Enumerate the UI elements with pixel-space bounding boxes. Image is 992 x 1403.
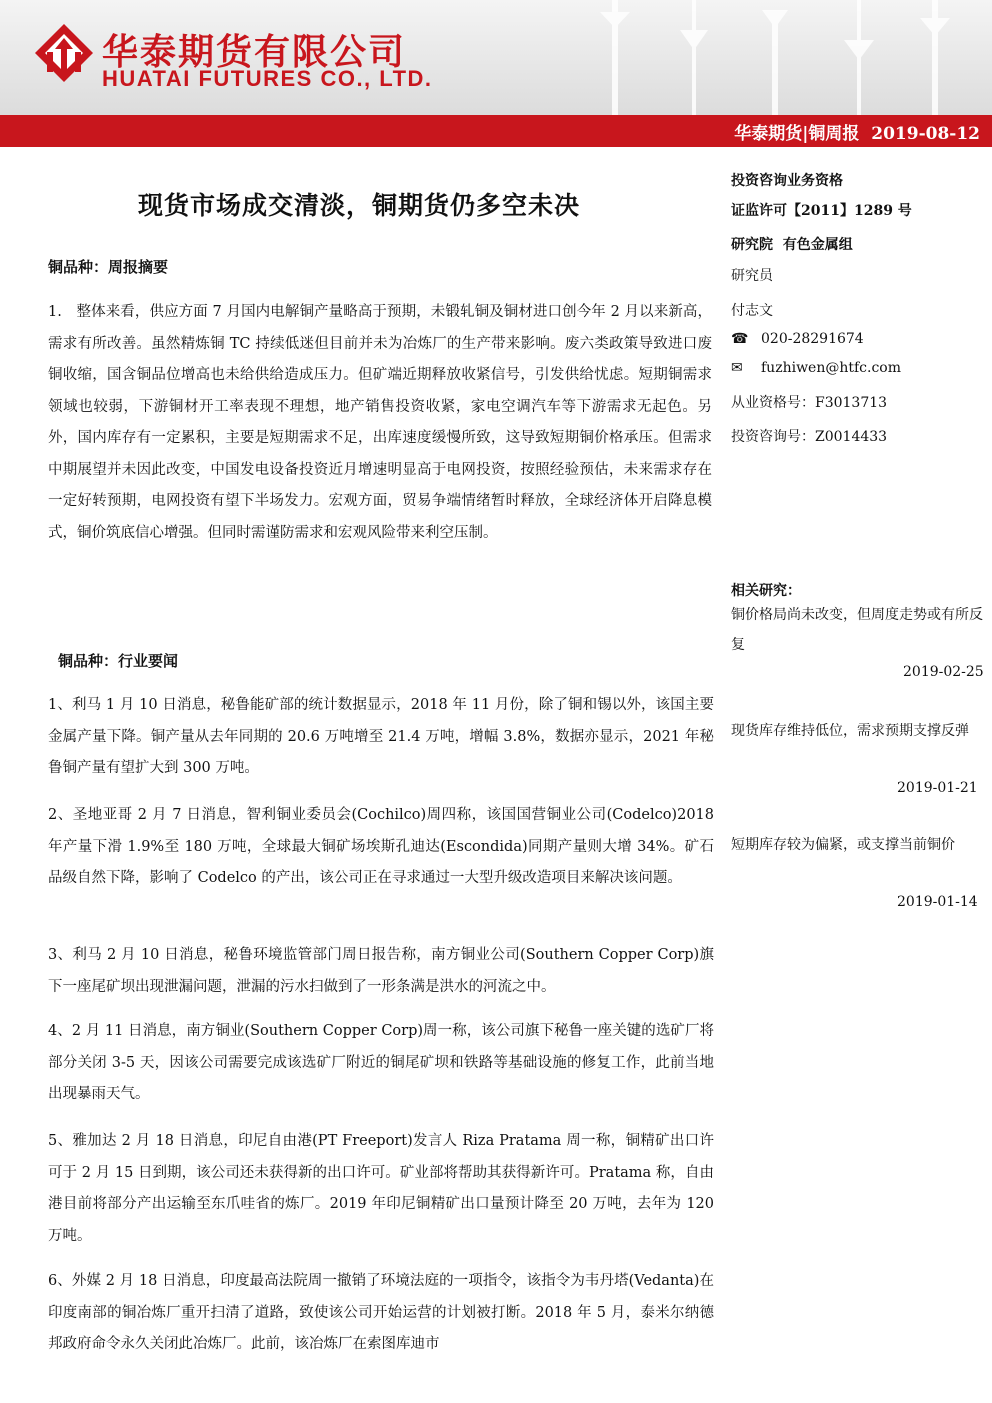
author-name: 付志文 (731, 303, 773, 319)
qualification-title: 投资咨询业务资格 (731, 173, 843, 189)
report-bar-text: 华泰期货|铜周报 2019-08-12 (734, 124, 980, 144)
related-date-3: 2019-01-14 (897, 894, 978, 910)
header-decoration-icon (572, 0, 992, 115)
related-title-1[interactable]: 铜价格局尚未改变，但周度走势或有所反复 (731, 607, 983, 653)
related-date-2: 2019-01-21 (897, 780, 978, 796)
related-heading: 相关研究： (731, 583, 801, 599)
news-item-5: 5、雅加达 2 月 18 日消息，印尼自由港(PT Freeport)发言人 Riza Pratama 周一称，铜精矿出口许可于 2 月 15 日到期，该公司还未获得新的出口许可。矿业部将帮助其获得新许可。Pratama 称，自由港目前将部分产出运输至东爪哇省的炼厂。2019 年印尼铜精矿出口量预计降至 20 万吨，去年为 120 万吨。 (48, 1133, 714, 1244)
related-title-3[interactable]: 短期库存较为偏紧，或支撑当前铜价 (731, 837, 955, 853)
mail-icon: ✉ (731, 360, 743, 376)
license-number: 证监许可【2011】1289 号 (731, 203, 912, 219)
news-item-4: 4、2 月 11 日消息，南方铜业(Southern Copper Corp)周一称，该公司旗下秘鲁一座关键的选矿厂将部分关闭 3-5 天，因该公司需要完成该选矿厂附近的铜尾矿坝和铁路等基础设施的修复工作，此前当地出现暴雨天气。 (48, 1023, 714, 1102)
news-item-6: 6、外媒 2 月 18 日消息，印度最高法院周一撤销了环境法庭的一项指令，该指令为韦丹塔(Vedanta)在印度南部的铜冶炼厂重开扫清了道路，致使该公司开始运营的计划被打断。2018 年 5 月，泰米尔纳德邦政府命令永久关闭此冶炼厂。此前，该冶炼厂在索图库迪市 (48, 1273, 714, 1352)
department: 研究院 有色金属组 (731, 237, 853, 253)
summary-text: 1. 整体来看，供应方面 7 月国内电解铜产量略高于预期，未锻轧铜及铜材进口创今年 2 月以来新高，需求有所改善。虽然精炼铜 TC 持续低迷但目前并未为冶炼厂的生产带来影响。废六类政策导致进口废铜收缩，国含铜品位增高也未给供给造成压力。但矿端近期释放收紧信号，引发供给忧虑。短期铜需求领域也较弱，下游铜材开工率表现不理想，地产销售投资收紧，家电空调汽车等下游需求无起色。另外，国内库存有一定累积，主要是短期需求不足，出库速度缓慢所致，这导致短期铜价格承压。但需求中期展望并未因此改变，中国发电设备投资近月增速明显高于电网投资，按照经验预估，未来需求存在一定好转预期，电网投资有望下半场发力。宏观方面，贸易争端情绪暂时释放，全球经济体开启降息模式，铜价筑底信心增强。但同时需谨防需求和宏观风险带来利空压制。 (48, 304, 712, 541)
report-title: 现货市场成交清淡，铜期货仍多空未决 (138, 191, 581, 220)
company-name-en: HUATAI FUTURES CO., LTD. (102, 66, 433, 91)
news-item-2: 2、圣地亚哥 2 月 7 日消息，智利铜业委员会(Cochilco)周四称，该国国营铜业公司(Codelco)2018 年产量下滑 1.9%至 180 万吨，全球最大铜矿场埃斯孔迪达(Escondida)同期产量则大增 34%。矿石品级自然下降，影响了 Codelco 的产出，该公司正在寻求通过一大型升级改造项目来解决该问题。 (48, 807, 714, 886)
report-bar (0, 115, 992, 147)
email-address[interactable]: fuzhiwen@htfc.com (761, 360, 902, 376)
related-title-2[interactable]: 现货库存维持低位，需求预期支撑反弹 (731, 723, 969, 739)
practice-license: 从业资格号：F3013713 (731, 395, 888, 411)
phone-number: 020-28291674 (761, 331, 864, 347)
huatai-logo-icon (33, 22, 95, 84)
news-item-3: 3、利马 2 月 10 日消息，秘鲁环境监管部门周日报告称，南方铜业公司(Southern Copper Corp)旗下一座尾矿坝出现泄漏问题，泄漏的污水扫做到了一形条满是洪水的河流之中。 (48, 947, 714, 995)
phone-icon: ☎ (731, 331, 749, 347)
related-date-1: 2019-02-25 (903, 664, 984, 680)
summary-heading: 铜品种：周报摘要 (48, 258, 169, 276)
phone-row (731, 331, 864, 347)
company-name-cn: 华泰期货有限公司 (102, 32, 407, 73)
consulting-license: 投资咨询号：Z0014433 (731, 429, 888, 445)
page-header (0, 0, 992, 115)
email-row (731, 360, 901, 376)
news-item-1: 1、利马 1 月 10 日消息，秘鲁能矿部的统计数据显示，2018 年 11 月份，除了铜和锡以外，该国主要金属产量下降。铜产量从去年同期的 20.6 万吨增至 21.4 万吨，增幅 3.8%，数据亦显示，2021 年秘鲁铜产量有望扩大到 300 万吨。 (48, 697, 714, 776)
news-heading: 铜品种：行业要闻 (58, 652, 179, 670)
author-role: 研究员 (731, 268, 773, 284)
